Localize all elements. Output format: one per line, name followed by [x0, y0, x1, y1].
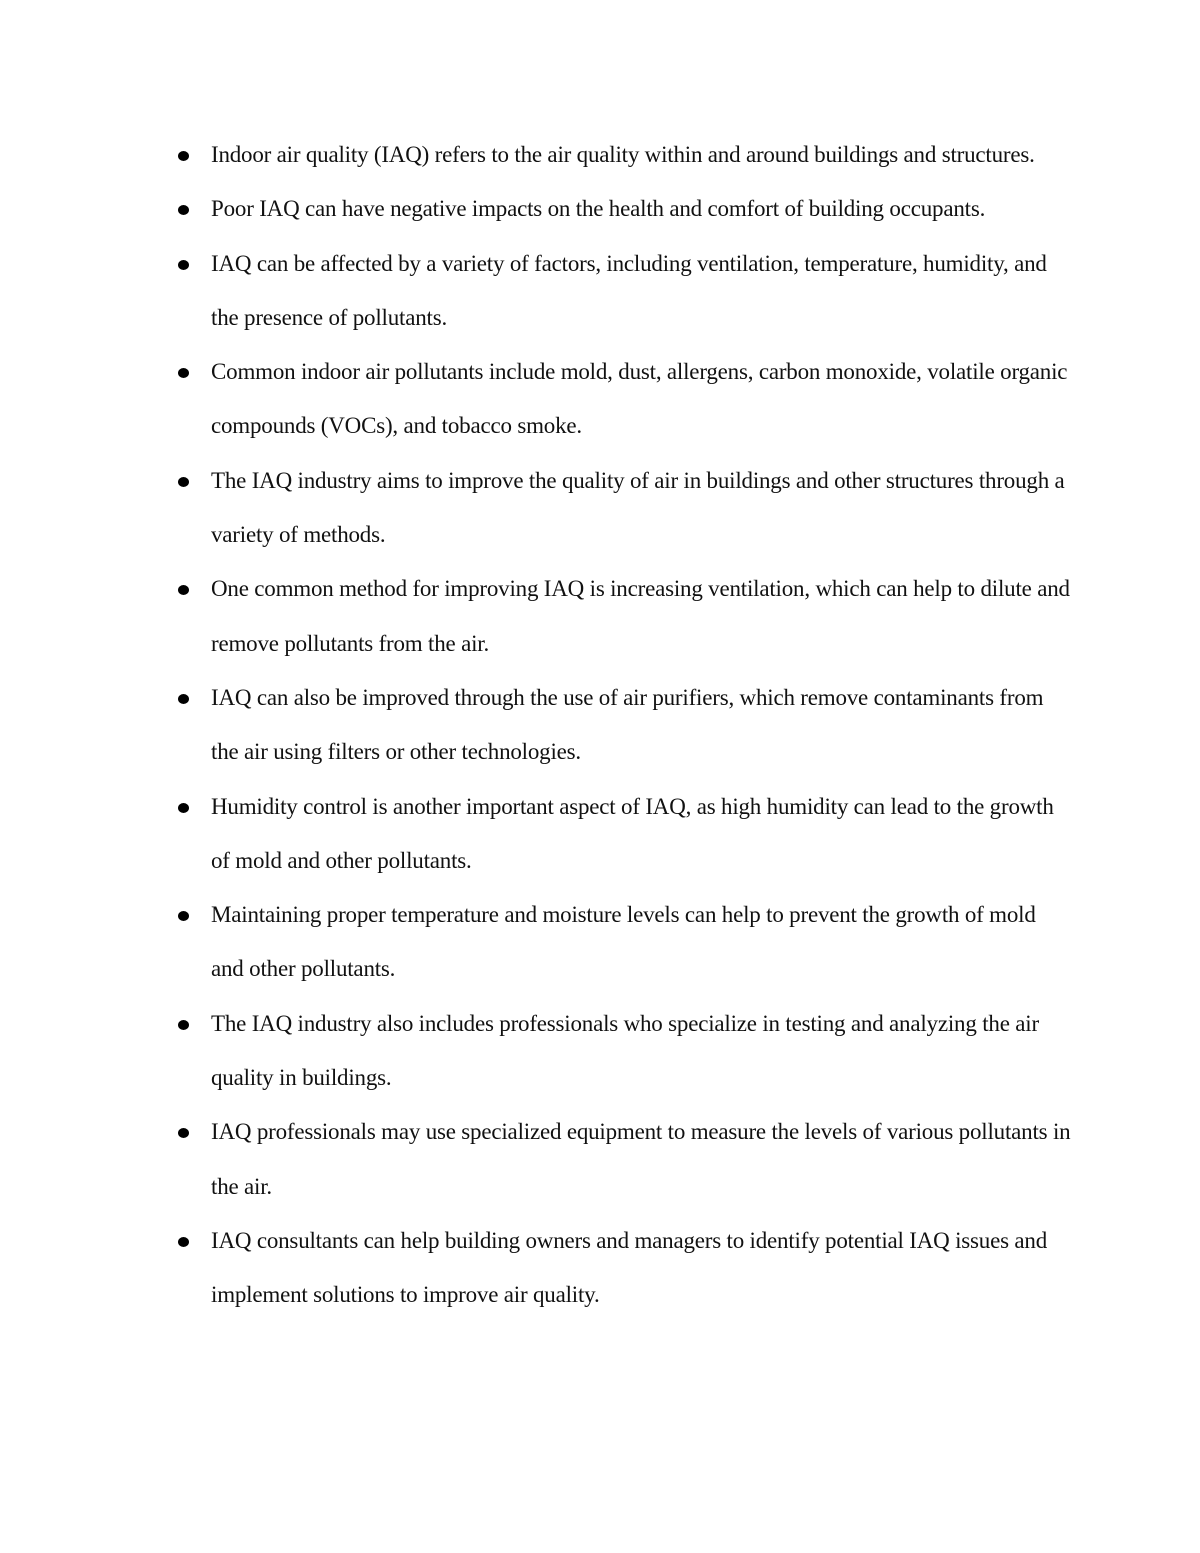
- bullet-point-icon: [178, 1020, 189, 1030]
- bullet-item: [211, 671, 1071, 780]
- bullet-item: [211, 888, 1071, 997]
- bullet-item: [211, 997, 1071, 1106]
- bullet-point-icon: [178, 151, 189, 161]
- bullet-point-icon: [178, 260, 189, 270]
- bullet-text: Humidity control is another important aspect of IAQ, as high humidity can lead to the growth of mold and other pollutants.: [211, 793, 1054, 873]
- bullet-item: [211, 1105, 1071, 1214]
- bullet-item: [211, 1214, 1071, 1323]
- bullet-item: [211, 237, 1071, 346]
- bullet-item: [211, 182, 1071, 236]
- bullet-text: One common method for improving IAQ is increasing ventilation, which can help to dilute and remove pollutants from the air.: [211, 576, 1070, 656]
- bullet-text: IAQ can be affected by a variety of factors, including ventilation, temperature, humidity, and the presence of pollutants.: [211, 250, 1047, 330]
- bullet-point-icon: [178, 1237, 189, 1247]
- bullet-point-icon: [178, 1128, 189, 1138]
- bullet-point-icon: [178, 803, 189, 813]
- bullet-text: IAQ professionals may use specialized equipment to measure the levels of various pollutants in the air.: [211, 1119, 1071, 1199]
- bullet-list: [211, 128, 1071, 1323]
- bullet-item: [211, 454, 1071, 563]
- bullet-item: [211, 128, 1071, 182]
- bullet-item: [211, 345, 1071, 454]
- bullet-text: Common indoor air pollutants include mold, dust, allergens, carbon monoxide, volatile organic compounds (VOCs), and tobacco smoke.: [211, 359, 1068, 439]
- bullet-text: The IAQ industry also includes professionals who specialize in testing and analyzing the air quality in buildings.: [211, 1010, 1039, 1091]
- bullet-point-icon: [178, 694, 189, 704]
- bullet-item: [211, 562, 1071, 671]
- bullet-text: Maintaining proper temperature and moisture levels can help to prevent the growth of mold and other pollutants.: [211, 902, 1036, 982]
- bullet-point-icon: [178, 585, 189, 595]
- bullet-text: The IAQ industry aims to improve the quality of air in buildings and other structures through a variety of methods.: [211, 467, 1065, 548]
- bullet-text: IAQ consultants can help building owners and managers to identify potential IAQ issues and implement solutions to improve air quality.: [211, 1227, 1048, 1308]
- bullet-point-icon: [178, 911, 189, 921]
- bullet-point-icon: [178, 205, 189, 215]
- bullet-point-icon: [178, 477, 189, 487]
- bullet-point-icon: [178, 368, 189, 378]
- bullet-text: Poor IAQ can have negative impacts on the health and comfort of building occupants.: [211, 196, 986, 222]
- bullet-text: IAQ can also be improved through the use of air purifiers, which remove contaminants from the air using filters or other technologies.: [211, 684, 1044, 765]
- bullet-text: Indoor air quality (IAQ) refers to the air quality within and around buildings and structures.: [211, 142, 1035, 167]
- bullet-item: [211, 780, 1071, 889]
